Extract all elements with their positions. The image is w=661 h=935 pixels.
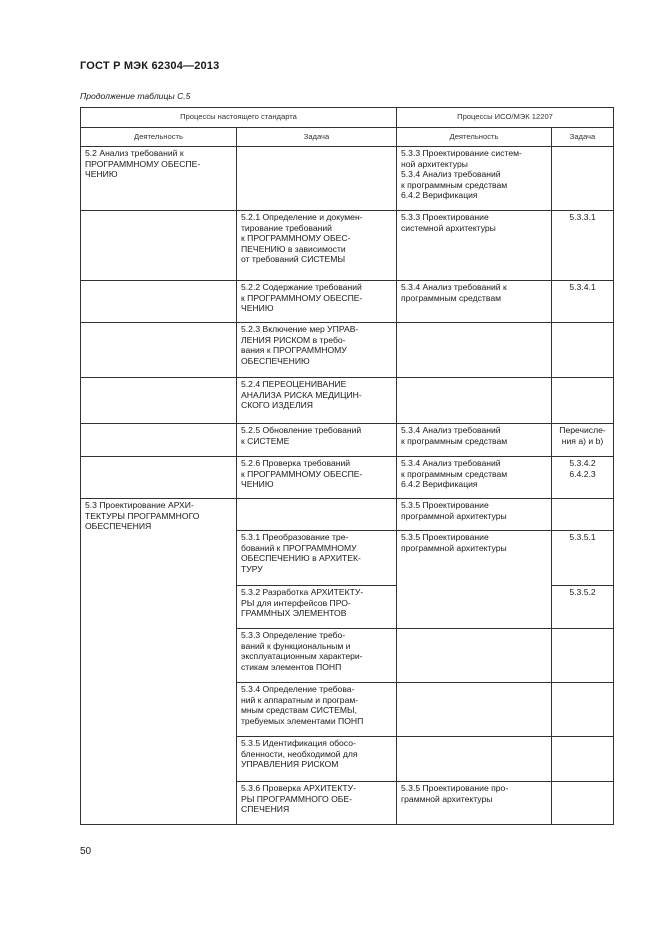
iso-task-cell: 5.3.4.2 6.4.2.3 — [552, 457, 614, 499]
iso-task-cell — [552, 683, 614, 737]
task-cell: 5.2.3 Включение мер УПРАВ- ЛЕНИЯ РИСКОМ в требо- вания к ПРОГРАММНОМУ ОБЕСПЕЧЕНИЮ — [237, 323, 397, 378]
iso-task-cell — [552, 499, 614, 531]
task-cell: 5.3.3 Определение требо- ваний к функциональным и эксплуатационным характери- стикам элементов ПОНП — [237, 629, 397, 683]
iso-task-cell — [552, 782, 614, 825]
header-iso-activity: Деятельность — [397, 128, 552, 147]
header-activity: Деятельность — [81, 128, 237, 147]
iso-task-cell: 5.3.5.1 — [552, 531, 614, 586]
iso-task-cell: 5.3.3.1 — [552, 211, 614, 281]
iso-task-cell: 5.3.5.2 — [552, 586, 614, 629]
task-cell: 5.2.1 Определение и докумен- тирование требований к ПРОГРАММНОМУ ОБЕС- ПЕЧЕНИЮ в зависимости от требований СИСТЕМЫ — [237, 211, 397, 281]
activity-cell: 5.2 Анализ требований к ПРОГРАММНОМУ ОБЕСПЕ- ЧЕНИЮ — [81, 147, 237, 211]
iso-task-cell: Перечисле- ния а) и b) — [552, 424, 614, 457]
activity-cell — [81, 281, 237, 323]
task-cell: 5.2.5 Обновление требований к СИСТЕМЕ — [237, 424, 397, 457]
iso-activity-cell: 5.3.5 Проектирование про- граммной архитектуры — [397, 782, 552, 825]
iso-activity-cell: 5.3.4 Анализ требований к программным средствам 6.4.2 Верификация — [397, 457, 552, 499]
activity-cell — [81, 424, 237, 457]
iso-activity-cell: 5.3.4 Анализ требований к программным средствам — [397, 424, 552, 457]
iso-activity-cell — [397, 323, 552, 378]
activity-cell — [81, 378, 237, 424]
activity-cell — [81, 457, 237, 499]
task-cell: 5.3.4 Определение требова- ний к аппаратным и програм- мным средствам СИСТЕМЫ, требуемых элементами ПОНП — [237, 683, 397, 737]
activity-cell: 5.3 Проектирование АРХИ- ТЕКТУРЫ ПРОГРАММНОГО ОБЕСПЕЧЕНИЯ — [81, 499, 237, 825]
document-code: ГОСТ Р МЭК 62304—2013 — [80, 60, 220, 72]
table-row — [81, 457, 614, 499]
iso-task-cell — [552, 737, 614, 782]
iso-activity-cell: 5.3.3 Проектирование системной архитектуры — [397, 211, 552, 281]
header-iso-task: Задача — [552, 128, 614, 147]
task-cell: 5.3.2 Разработка АРХИТЕКТУ- РЫ для интерфейсов ПРО- ГРАММНЫХ ЭЛЕМЕНТОВ — [237, 586, 397, 629]
iso-activity-cell: 5.3.5 Проектирование программной архитектуры — [397, 531, 552, 629]
task-cell: 5.3.5 Идентификация обосо- бленности, необходимой для УПРАВЛЕНИЯ РИСКОМ — [237, 737, 397, 782]
iso-task-cell — [552, 147, 614, 211]
iso-task-cell — [552, 378, 614, 424]
iso-activity-cell — [397, 378, 552, 424]
table-caption: Продолжение таблицы С.5 — [80, 91, 191, 101]
header-standard-processes: Процессы настоящего стандарта — [81, 108, 397, 128]
task-cell: 5.2.6 Проверка требований к ПРОГРАММНОМУ ОБЕСПЕ- ЧЕНИЮ — [237, 457, 397, 499]
iso-activity-cell — [397, 683, 552, 737]
iso-task-cell — [552, 323, 614, 378]
group-header-row — [81, 108, 614, 128]
task-cell: 5.3.6 Проверка АРХИТЕКТУ- РЫ ПРОГРАММНОГО ОБЕ- СПЕЧЕНИЯ — [237, 782, 397, 825]
header-task: Задача — [237, 128, 397, 147]
task-cell: 5.3.1 Преобразование тре- бований к ПРОГРАММНОМУ ОБЕСПЕЧЕНИЮ в АРХИТЕК- ТУРУ — [237, 531, 397, 586]
table-row — [81, 211, 614, 281]
table-row — [81, 378, 614, 424]
iso-activity-cell: 5.3.5 Проектирование программной архитектуры — [397, 499, 552, 531]
iso-activity-cell: 5.3.3 Проектирование систем- ной архитектуры 5.3.4 Анализ требований к программным средствам 6.4.2 Верификация — [397, 147, 552, 211]
table-row — [81, 147, 614, 211]
process-mapping-table — [80, 107, 614, 825]
task-cell — [237, 147, 397, 211]
task-cell: 5.2.2 Содержание требований к ПРОГРАММНОМУ ОБЕСПЕ- ЧЕНИЮ — [237, 281, 397, 323]
iso-activity-cell: 5.3.4 Анализ требований к программным средствам — [397, 281, 552, 323]
task-cell: 5.2.4 ПЕРЕОЦЕНИВАНИЕ АНАЛИЗА РИСКА МЕДИЦИН- СКОГО ИЗДЕЛИЯ — [237, 378, 397, 424]
table-row — [81, 323, 614, 378]
iso-activity-cell — [397, 629, 552, 683]
iso-activity-cell — [397, 737, 552, 782]
table-row — [81, 424, 614, 457]
iso-task-cell — [552, 629, 614, 683]
activity-cell — [81, 211, 237, 281]
sub-header-row — [81, 128, 614, 147]
table-row — [81, 281, 614, 323]
header-iso-processes: Процессы ИСО/МЭК 12207 — [397, 108, 614, 128]
activity-cell — [81, 323, 237, 378]
page-number: 50 — [80, 846, 92, 857]
iso-task-cell: 5.3.4.1 — [552, 281, 614, 323]
task-cell — [237, 499, 397, 531]
table-row — [81, 499, 614, 531]
